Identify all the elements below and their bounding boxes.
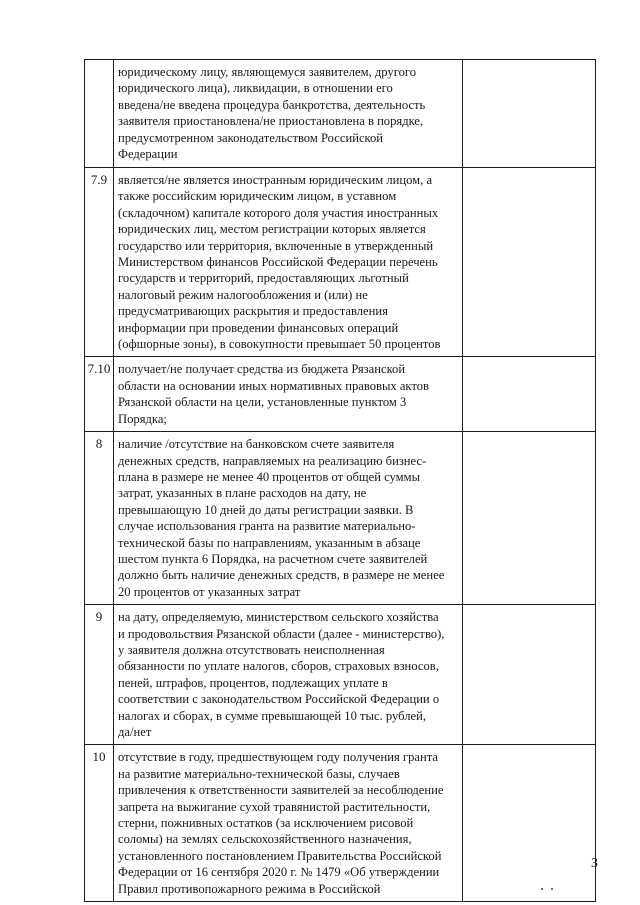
text-line: запрета на выжигание сухой травянистой растительности, xyxy=(118,799,431,814)
scan-speck xyxy=(541,888,543,890)
row-number: 10 xyxy=(85,745,114,902)
text-line: (складочном) капитале которого доля участия иностранных xyxy=(118,205,439,220)
row-text xyxy=(114,168,463,357)
table-row xyxy=(85,168,596,357)
scan-speck xyxy=(551,888,553,890)
text-line: налоговый режим налогообложения и (или) не xyxy=(118,287,368,302)
text-line: Федерации xyxy=(118,147,178,162)
text-line: плана в размере не менее 40 процентов от общей суммы xyxy=(118,469,421,484)
text-line: Федерации от 16 сентября 2020 г. № 1479 «Об утверждении xyxy=(118,865,440,880)
text-line: соломы) на землях сельскохозяйственного назначения, xyxy=(118,832,412,847)
page-number: 3 xyxy=(591,856,598,871)
row-blank-cell xyxy=(463,168,596,357)
criteria-table xyxy=(84,59,596,902)
text-line: обязанности по уплате налогов, сборов, страховых взносов, xyxy=(118,659,439,674)
table-row xyxy=(85,432,596,605)
text-line: и продовольствия Рязанской области (далее - министерство), xyxy=(118,626,445,641)
text-line: Правил противопожарного режима в Российской xyxy=(118,881,381,896)
row-number: 7.10 xyxy=(85,357,114,432)
text-line: превышающую 10 дней до даты регистрации заявки. В xyxy=(118,502,414,517)
row-blank-cell xyxy=(463,745,596,902)
row-text xyxy=(114,60,463,168)
text-line: затрат, указанных в плане расходов на дату, не xyxy=(118,486,367,501)
table-row xyxy=(85,605,596,745)
row-blank-cell xyxy=(463,605,596,745)
text-line: предусмотренном законодательством Российской xyxy=(118,130,384,145)
row-text xyxy=(114,432,463,605)
text-line: да/нет xyxy=(118,725,152,739)
text-line: получает/не получает средства из бюджета Рязанской xyxy=(118,362,406,377)
row-number xyxy=(85,60,114,168)
text-line: Порядка; xyxy=(118,411,167,426)
text-line: пеней, штрафов, процентов, подлежащих уплате в xyxy=(118,675,388,690)
text-line: стерни, пожнивных остатков (за исключением рисовой xyxy=(118,816,414,831)
text-line: заявителя приостановлена/не приостановлена в порядке, xyxy=(118,114,424,129)
text-line: отсутствие в году, предшествующем году получения гранта xyxy=(118,750,438,765)
text-line: является/не является иностранным юридическим лицом, а xyxy=(118,173,433,187)
text-line: юридического лица), ликвидации, в отношении его xyxy=(118,81,393,96)
row-blank-cell xyxy=(463,432,596,605)
row-text xyxy=(114,357,463,432)
text-line: привлечения к ответственности заявителей за несоблюдение xyxy=(118,783,444,798)
text-line: юридических лиц, местом регистрации которых является xyxy=(118,222,426,237)
text-line: случае использования гранта на развитие материально- xyxy=(118,519,416,534)
text-line: должно быть наличие денежных средств, в размере не менее xyxy=(118,568,445,583)
text-line: у заявителя должна отсутствовать неисполненная xyxy=(118,642,385,657)
text-line: государств и территорий, предоставляющих льготный xyxy=(118,271,409,286)
row-number: 9 xyxy=(85,605,114,745)
text-line: Министерством финансов Российской Федерации перечень xyxy=(118,255,438,270)
text-line: соответствии с законодательством Российской Федерации о xyxy=(118,692,440,707)
row-blank-cell xyxy=(463,357,596,432)
text-line: юридическому лицу, являющемуся заявителем, другого xyxy=(118,65,417,79)
text-line: предусматривающих раскрытия и предоставления xyxy=(118,304,388,319)
text-line: на дату, определяемую, министерством сельского хозяйства xyxy=(118,610,439,625)
text-line: технической базы по направлениям, указанным в абзаце xyxy=(118,535,421,550)
text-line: информации при проведении финансовых операций xyxy=(118,320,399,335)
text-line: Рязанской области на цели, установленные пунктом 3 xyxy=(118,395,407,410)
text-line: налогах и сборах, в сумме превышающей 10 тыс. рублей, xyxy=(118,708,426,723)
text-line: шестом пункта 6 Порядка, на расчетном счете заявителей xyxy=(118,551,428,566)
text-line: введена/не введена процедура банкротства, деятельность xyxy=(118,97,426,112)
text-line: установленного постановлением Правительства Российской xyxy=(118,848,442,863)
table-row xyxy=(85,60,596,168)
table-row xyxy=(85,357,596,432)
text-line: на развитие материально-технической базы, случаев xyxy=(118,766,400,781)
table-row xyxy=(85,745,596,902)
text-line: денежных средств, направляемых на реализацию бизнес- xyxy=(118,453,427,468)
text-line: также российским юридическим лицом, в уставном xyxy=(118,189,397,204)
row-number: 7.9 xyxy=(85,168,114,357)
text-line: 20 процентов от указанных затрат xyxy=(118,584,301,599)
text-line: наличие /отсутствие на банковском счете заявителя xyxy=(118,437,395,452)
row-text xyxy=(114,605,463,745)
text-line: области на основании иных нормативных правовых актов xyxy=(118,378,429,393)
criteria-table-body xyxy=(85,60,596,902)
row-blank-cell xyxy=(463,60,596,168)
row-number: 8 xyxy=(85,432,114,605)
text-line: государство или территория, включенные в утвержденный xyxy=(118,238,434,253)
text-line: (офшорные зоны), в совокупности превышает 50 процентов xyxy=(118,337,441,352)
row-text xyxy=(114,745,463,902)
